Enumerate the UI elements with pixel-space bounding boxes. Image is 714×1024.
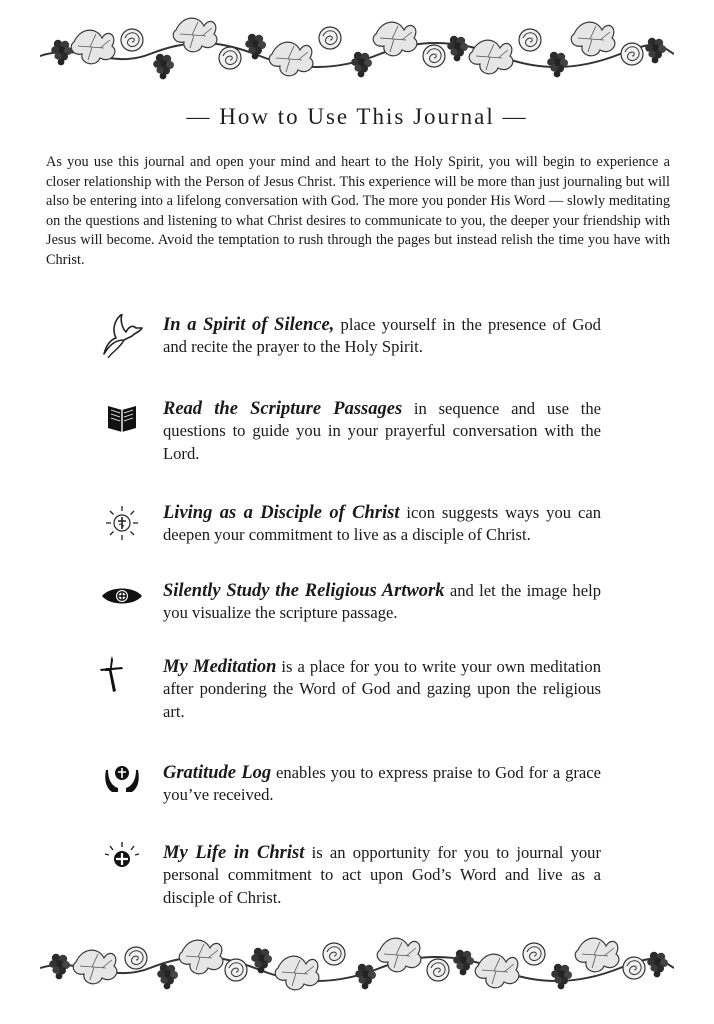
cross-icon [96,656,148,700]
dove-icon [96,314,148,358]
item-lead: Living as a Disciple of Christ [163,503,400,523]
item-text: is an opportunity for you to journal your personal commitment to act upon God’s Word and live as a disciple of Christ. [163,843,601,907]
shining-cross-icon [96,842,148,886]
intro-paragraph: As you use this journal and open your mind and heart to the Holy Spirit, you will begin to experience a closer relationship with the Person of Jesus Christ. This experience will be more than just journaling but will also be entering into a lifelong conversation with God. The more you ponder His Word — slowly meditating on the questions and listening to what Christ desires to communicate to you, the deeper your friendship with Jesus will become. Avoid the temptation to rush through the pages but instead relish the time you have with Christ. [46,154,670,268]
radiant-cross-icon [96,502,148,546]
item-lead: Read the Scripture Passages [163,399,403,419]
item-text: icon suggests ways you can deepen your commitment to live as a disciple of Christ. [163,503,602,545]
page-title: — How to Use This Journal — [186,104,528,129]
item-text: in sequence and use the questions to guide you in your prayerful conversation with the Lord. [163,399,601,463]
bottom-vine-border [40,928,674,1010]
item-text: enables you to express praise to God for a grace you’ve received. [163,763,601,805]
item-text: place yourself in the presence of God and recite the prayer to the Holy Spirit. [163,315,601,357]
praying-hands-icon [96,762,148,806]
eye-icon [96,580,148,624]
item-text: and let the image help you visualize the scripture passage. [163,581,601,623]
top-vine-border [40,12,674,94]
item-lead: My Meditation [163,657,277,677]
item-lead: Silently Study the Religious Artwork [163,581,445,601]
item-lead: My Life in Christ [163,843,305,863]
item-lead: Gratitude Log [163,763,272,783]
item-lead: In a Spirit of Silence, [163,315,335,335]
open-book-icon [96,398,148,442]
item-text: is a place for you to write your own meditation after pondering the Word of God and gazing upon the religious art. [163,657,602,721]
